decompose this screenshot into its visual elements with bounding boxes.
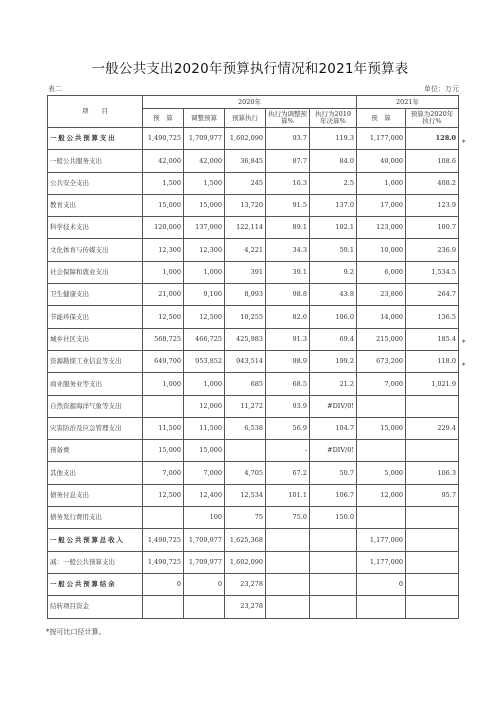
cell-exec-vs-adj: 34.3 — [266, 239, 310, 261]
cell-budget-2021: 17,000 — [357, 194, 406, 216]
cell-budget-vs-2020 — [406, 395, 459, 417]
cell-exec-vs-2019 — [310, 529, 357, 551]
header-item: 项 目 — [48, 96, 143, 128]
table-row — [48, 395, 459, 417]
cell-exec-vs-2019: 104.7 — [310, 417, 357, 439]
cell-budget: 1,000 — [143, 373, 184, 395]
cell-exec-vs-2019: 2.5 — [310, 172, 357, 194]
header-budget-2021: 预 算 — [357, 109, 406, 128]
row-label: 一般公共预算总收入 — [48, 529, 143, 551]
cell-execution: 23,278 — [225, 573, 266, 595]
cell-budget: 15,000 — [143, 194, 184, 216]
cell-adjusted: 12,000 — [184, 395, 225, 417]
header-budget-vs-2020: 预算为2020年执行% — [406, 109, 459, 128]
cell-budget-vs-2020: 185.4 — [406, 328, 459, 350]
cell-exec-vs-2019: 119.3 — [310, 128, 357, 150]
row-label: 自然资源海洋气象等支出 — [48, 395, 143, 417]
cell-budget: 1,490,725 — [143, 529, 184, 551]
cell-exec-vs-adj: 67.2 — [266, 462, 310, 484]
table-row — [48, 573, 459, 595]
cell-budget-2021: 6,000 — [357, 261, 406, 283]
cell-exec-vs-adj: 98.8 — [266, 284, 310, 306]
cell-budget-vs-2020: 1,021.9 — [406, 373, 459, 395]
cell-exec-vs-2019 — [310, 573, 357, 595]
cell-execution — [225, 440, 266, 462]
table-row — [48, 350, 459, 372]
cell-exec-vs-2019: 137.0 — [310, 194, 357, 216]
cell-budget: 12,300 — [143, 239, 184, 261]
cell-budget-2021: 1,000 — [357, 172, 406, 194]
cell-exec-vs-2019: 106.7 — [310, 484, 357, 506]
cell-execution: 425,983 — [225, 328, 266, 350]
cell-exec-vs-adj: 93.9 — [266, 395, 310, 417]
footnote: *按可比口径计算。 — [46, 628, 106, 636]
cell-execution: 4,221 — [225, 239, 266, 261]
cell-budget-vs-2020 — [406, 440, 459, 462]
cell-budget-2021 — [357, 395, 406, 417]
cell-budget: 21,000 — [143, 284, 184, 306]
cell-budget-vs-2020: 123.9 — [406, 194, 459, 216]
cell-exec-vs-adj: 101.1 — [266, 484, 310, 506]
cell-budget-2021: 23,800 — [357, 284, 406, 306]
cell-budget-vs-2020: 118.0 — [406, 350, 459, 372]
cell-budget: 1,490,725 — [143, 551, 184, 573]
cell-exec-vs-2019: #DIV/0! — [310, 440, 357, 462]
cell-budget-vs-2020: 136.5 — [406, 306, 459, 328]
cell-budget-vs-2020: 229.4 — [406, 417, 459, 439]
cell-exec-vs-adj: 93.7 — [266, 128, 310, 150]
header-2020: 2020年 — [143, 96, 357, 109]
cell-execution: 245 — [225, 172, 266, 194]
table-row — [48, 261, 459, 283]
page-title: 一般公共支出2020年预算执行情况和2021年预算表 — [91, 61, 409, 77]
table-row — [48, 284, 459, 306]
cell-budget: 120,000 — [143, 217, 184, 239]
cell-budget: 568,725 — [143, 328, 184, 350]
table-row — [48, 172, 459, 194]
table-row — [48, 239, 459, 261]
cell-budget: 1,500 — [143, 172, 184, 194]
table-row — [48, 529, 459, 551]
cell-budget — [143, 507, 184, 529]
cell-exec-vs-adj: 98.9 — [266, 350, 310, 372]
comparable-basis-mark: * — [462, 339, 466, 347]
cell-budget-2021: 14,000 — [357, 306, 406, 328]
cell-execution: 12,534 — [225, 484, 266, 506]
cell-budget: 1,490,725 — [143, 128, 184, 150]
cell-adjusted: 1,709,977 — [184, 529, 225, 551]
cell-budget-vs-2020: 1,534.5 — [406, 261, 459, 283]
cell-budget: 649,700 — [143, 350, 184, 372]
cell-adjusted: 0 — [184, 573, 225, 595]
header-exec-vs-adj: 执行为调整预算% — [266, 109, 310, 128]
cell-execution: 943,514 — [225, 350, 266, 372]
cell-exec-vs-2019: 21.2 — [310, 373, 357, 395]
cell-exec-vs-2019: 84.0 — [310, 150, 357, 172]
header-2021: 2021年 — [357, 96, 459, 109]
cell-budget-vs-2020: 264.7 — [406, 284, 459, 306]
cell-adjusted: 15,000 — [184, 440, 225, 462]
cell-budget-2021: 40,000 — [357, 150, 406, 172]
cell-exec-vs-2019: 199.2 — [310, 350, 357, 372]
row-label: 社会保障和就业支出 — [48, 261, 143, 283]
cell-execution: 391 — [225, 261, 266, 283]
cell-budget-2021: 10,000 — [357, 239, 406, 261]
cell-budget: 11,500 — [143, 417, 184, 439]
cell-exec-vs-adj: 91.3 — [266, 328, 310, 350]
table-row — [48, 484, 459, 506]
cell-adjusted: 12,300 — [184, 239, 225, 261]
cell-adjusted: 7,000 — [184, 462, 225, 484]
cell-budget-vs-2020: 106.3 — [406, 462, 459, 484]
row-label: 结转项目资金 — [48, 596, 143, 618]
cell-budget-vs-2020 — [406, 529, 459, 551]
comparable-basis-mark: * — [462, 362, 466, 370]
cell-execution: 13,720 — [225, 194, 266, 216]
cell-execution: 8,993 — [225, 284, 266, 306]
cell-exec-vs-adj — [266, 551, 310, 573]
table-row — [48, 440, 459, 462]
cell-budget-vs-2020: 408.2 — [406, 172, 459, 194]
cell-budget: 0 — [143, 573, 184, 595]
cell-adjusted: 11,500 — [184, 417, 225, 439]
cell-exec-vs-adj — [266, 529, 310, 551]
header-adjusted: 调整预算 — [184, 109, 225, 128]
cell-budget: 1,000 — [143, 261, 184, 283]
row-label: 减：一般公共预算支出 — [48, 551, 143, 573]
cell-exec-vs-adj: 68.5 — [266, 373, 310, 395]
cell-budget-vs-2020 — [406, 507, 459, 529]
cell-execution: 685 — [225, 373, 266, 395]
cell-exec-vs-adj: 56.9 — [266, 417, 310, 439]
cell-budget-2021: 12,000 — [357, 484, 406, 506]
cell-exec-vs-2019: 50.7 — [310, 462, 357, 484]
cell-exec-vs-adj: - — [266, 440, 310, 462]
cell-budget-vs-2020: 100.7 — [406, 217, 459, 239]
cell-budget-2021: 1,177,000 — [357, 128, 406, 150]
table-row — [48, 596, 459, 618]
header-budget: 预 算 — [143, 109, 184, 128]
cell-adjusted: 12,400 — [184, 484, 225, 506]
cell-exec-vs-2019 — [310, 551, 357, 573]
row-label: 债务付息支出 — [48, 484, 143, 506]
cell-exec-vs-adj — [266, 573, 310, 595]
comparable-basis-mark: * — [462, 139, 466, 147]
cell-execution: 11,272 — [225, 395, 266, 417]
cell-budget-2021: 1,177,000 — [357, 551, 406, 573]
cell-execution: 1,602,090 — [225, 551, 266, 573]
row-label: 商业服务业等支出 — [48, 373, 143, 395]
row-label: 城乡社区支出 — [48, 328, 143, 350]
cell-budget: 7,000 — [143, 462, 184, 484]
cell-exec-vs-2019: 150.0 — [310, 507, 357, 529]
cell-budget-2021 — [357, 596, 406, 618]
cell-budget-2021: 215,000 — [357, 328, 406, 350]
cell-adjusted: 100 — [184, 507, 225, 529]
cell-adjusted: 466,725 — [184, 328, 225, 350]
cell-exec-vs-adj: 87.7 — [266, 150, 310, 172]
cell-exec-vs-adj: 75.0 — [266, 507, 310, 529]
cell-budget-2021 — [357, 507, 406, 529]
row-label: 教育支出 — [48, 194, 143, 216]
cell-exec-vs-adj: 39.1 — [266, 261, 310, 283]
table-row — [48, 417, 459, 439]
cell-budget-2021: 123,000 — [357, 217, 406, 239]
cell-budget: 12,500 — [143, 306, 184, 328]
cell-budget-vs-2020: 95.7 — [406, 484, 459, 506]
header-row-years — [48, 96, 459, 109]
cell-adjusted: 42,000 — [184, 150, 225, 172]
cell-execution: 36,845 — [225, 150, 266, 172]
cell-budget-2021: 673,200 — [357, 350, 406, 372]
table-row — [48, 462, 459, 484]
cell-adjusted: 953,852 — [184, 350, 225, 372]
row-label: 债务发行费用支出 — [48, 507, 143, 529]
cell-budget-vs-2020 — [406, 596, 459, 618]
cell-budget-2021: 0 — [357, 573, 406, 595]
cell-exec-vs-adj: 16.3 — [266, 172, 310, 194]
header-exec-vs-2019: 执行为2019年决算% — [310, 109, 357, 128]
cell-budget-vs-2020 — [406, 573, 459, 595]
row-label: 灾害防治及应急管理支出 — [48, 417, 143, 439]
cell-adjusted: 1,000 — [184, 261, 225, 283]
unit-label: 单位：万元 — [424, 85, 459, 93]
cell-exec-vs-2019: 9.2 — [310, 261, 357, 283]
row-label: 一般公共预算支出 — [48, 128, 143, 150]
cell-budget — [143, 596, 184, 618]
row-label: 卫生健康支出 — [48, 284, 143, 306]
table-row — [48, 551, 459, 573]
cell-execution: 122,114 — [225, 217, 266, 239]
cell-adjusted: 1,709,977 — [184, 551, 225, 573]
cell-adjusted: 1,000 — [184, 373, 225, 395]
table-number: 表二 — [48, 85, 62, 93]
cell-adjusted — [184, 596, 225, 618]
cell-adjusted: 9,100 — [184, 284, 225, 306]
cell-budget-vs-2020: 236.9 — [406, 239, 459, 261]
cell-exec-vs-adj — [266, 596, 310, 618]
cell-budget-vs-2020 — [406, 551, 459, 573]
cell-execution: 1,625,368 — [225, 529, 266, 551]
cell-budget-2021: 7,000 — [357, 373, 406, 395]
cell-exec-vs-2019: 59.1 — [310, 239, 357, 261]
cell-budget-2021: 5,000 — [357, 462, 406, 484]
cell-budget: 12,500 — [143, 484, 184, 506]
table-row — [48, 217, 459, 239]
row-label: 一般公共服务支出 — [48, 150, 143, 172]
cell-execution: 75 — [225, 507, 266, 529]
table-row — [48, 128, 459, 150]
cell-execution: 4,705 — [225, 462, 266, 484]
cell-budget-vs-2020: 108.6 — [406, 150, 459, 172]
cell-exec-vs-2019: 106.0 — [310, 306, 357, 328]
cell-exec-vs-2019: #DIV/0! — [310, 395, 357, 417]
budget-table — [47, 95, 459, 619]
cell-execution: 1,602,090 — [225, 128, 266, 150]
table-row — [48, 306, 459, 328]
cell-exec-vs-2019: 102.1 — [310, 217, 357, 239]
cell-budget: 15,000 — [143, 440, 184, 462]
table-row — [48, 507, 459, 529]
row-label: 科学技术支出 — [48, 217, 143, 239]
table-row — [48, 150, 459, 172]
cell-budget — [143, 395, 184, 417]
cell-exec-vs-2019 — [310, 596, 357, 618]
cell-exec-vs-adj: 82.0 — [266, 306, 310, 328]
row-label: 资源勘探工业信息等支出 — [48, 350, 143, 372]
cell-execution: 6,538 — [225, 417, 266, 439]
cell-exec-vs-adj: 91.5 — [266, 194, 310, 216]
cell-budget: 42,000 — [143, 150, 184, 172]
cell-budget-2021: 1,177,000 — [357, 529, 406, 551]
row-label: 节能环保支出 — [48, 306, 143, 328]
table-row — [48, 328, 459, 350]
table-row — [48, 373, 459, 395]
cell-execution: 10,255 — [225, 306, 266, 328]
cell-execution: 23,278 — [225, 596, 266, 618]
table-row — [48, 194, 459, 216]
cell-exec-vs-2019: 69.4 — [310, 328, 357, 350]
row-label: 文化体育与传媒支出 — [48, 239, 143, 261]
cell-adjusted: 15,000 — [184, 194, 225, 216]
row-label: 一般公共预算结余 — [48, 573, 143, 595]
cell-adjusted: 1,709,977 — [184, 128, 225, 150]
cell-exec-vs-2019: 43.8 — [310, 284, 357, 306]
cell-budget-2021 — [357, 440, 406, 462]
cell-exec-vs-adj: 89.1 — [266, 217, 310, 239]
header-execution: 预算执行 — [225, 109, 266, 128]
cell-adjusted: 137,000 — [184, 217, 225, 239]
row-label: 预备费 — [48, 440, 143, 462]
row-label: 其他支出 — [48, 462, 143, 484]
cell-budget-vs-2020: 128.0 — [406, 128, 459, 150]
cell-adjusted: 12,500 — [184, 306, 225, 328]
row-label: 公共安全支出 — [48, 172, 143, 194]
cell-adjusted: 1,500 — [184, 172, 225, 194]
cell-budget-2021: 15,000 — [357, 417, 406, 439]
